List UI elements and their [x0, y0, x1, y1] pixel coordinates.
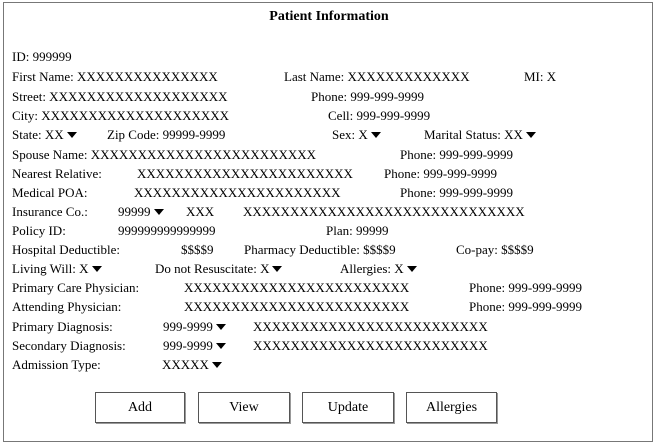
admission-type-value: XXXXX — [162, 357, 209, 372]
pharmacy-deductible-field[interactable]: Pharmacy Deductible: $$$$9 — [244, 242, 396, 257]
chevron-down-icon — [272, 266, 282, 272]
hospital-deductible-label: Hospital Deductible: — [12, 242, 120, 257]
nearest-relative-label: Nearest Relative: — [12, 166, 102, 181]
chevron-down-icon — [407, 266, 417, 272]
chevron-down-icon — [212, 362, 222, 368]
pcp-field[interactable]: XXXXXXXXXXXXXXXXXXXXXXXX — [184, 280, 410, 295]
secondary-diagnosis-description: XXXXXXXXXXXXXXXXXXXXXXXXX — [253, 338, 488, 353]
sex-dropdown[interactable] — [332, 127, 381, 142]
last-name-field[interactable]: Last Name: XXXXXXXXXXXXX — [284, 69, 470, 84]
living-will-value: Living Will: X — [12, 261, 89, 276]
marital-status-dropdown[interactable] — [424, 127, 536, 142]
secondary-diagnosis-dropdown[interactable] — [163, 338, 226, 353]
living-will-dropdown[interactable] — [12, 261, 102, 276]
marital-status-value: Marital Status: XX — [424, 127, 523, 142]
pcp-label: Primary Care Physician: — [12, 280, 140, 295]
insurance-label: Insurance Co.: — [12, 204, 88, 219]
dnr-dropdown[interactable] — [155, 261, 282, 276]
page-title: Patient Information — [269, 9, 389, 24]
secondary-diagnosis-code: 999-9999 — [163, 338, 213, 353]
cell-field[interactable]: Cell: 999-999-9999 — [328, 108, 431, 123]
primary-diagnosis-label: Primary Diagnosis: — [12, 319, 113, 334]
allergies-value: Allergies: X — [340, 261, 404, 276]
plan-field[interactable]: Plan: 99999 — [326, 223, 389, 238]
poa-phone-field[interactable]: Phone: 999-999-9999 — [400, 185, 514, 200]
add-button[interactable]: Add — [95, 392, 185, 423]
attending-physician-label: Attending Physician: — [12, 299, 122, 314]
allergies-dropdown[interactable] — [340, 261, 417, 276]
chevron-down-icon — [216, 324, 226, 330]
patient-id: ID: 999999 — [12, 49, 72, 64]
street-field[interactable]: Street: XXXXXXXXXXXXXXXXXXX — [12, 89, 228, 104]
chevron-down-icon — [67, 132, 77, 138]
update-button[interactable]: Update — [302, 392, 394, 423]
policy-id-label: Policy ID: — [12, 223, 66, 238]
copay-field[interactable]: Co-pay: $$$$9 — [456, 242, 534, 257]
insurance-abbr: XXX — [186, 204, 215, 219]
city-field[interactable]: City: XXXXXXXXXXXXXXXXXXXX — [12, 108, 230, 123]
middle-initial-field[interactable]: MI: X — [524, 69, 557, 84]
hospital-deductible-field[interactable]: $$$$9 — [181, 242, 214, 257]
admission-type-label: Admission Type: — [12, 357, 101, 372]
chevron-down-icon — [154, 209, 164, 215]
medical-poa-label: Medical POA: — [12, 185, 88, 200]
first-name-field[interactable]: First Name: XXXXXXXXXXXXXXX — [12, 69, 218, 84]
relative-phone-field[interactable]: Phone: 999-999-9999 — [384, 166, 498, 181]
zip-code-field[interactable]: Zip Code: 99999-9999 — [107, 127, 226, 142]
spouse-phone-field[interactable]: Phone: 999-999-9999 — [400, 147, 514, 162]
view-button[interactable]: View — [198, 392, 290, 423]
secondary-diagnosis-label: Secondary Diagnosis: — [12, 338, 126, 353]
primary-diagnosis-description: XXXXXXXXXXXXXXXXXXXXXXXXX — [253, 319, 488, 334]
chevron-down-icon — [371, 132, 381, 138]
insurance-name: XXXXXXXXXXXXXXXXXXXXXXXXXXXXXX — [243, 204, 525, 219]
state-value: State: XX — [12, 127, 64, 142]
pcp-phone-field[interactable]: Phone: 999-999-9999 — [469, 280, 583, 295]
sex-value: Sex: X — [332, 127, 368, 142]
attending-phone-field[interactable]: Phone: 999-999-9999 — [469, 299, 583, 314]
medical-poa-field[interactable]: XXXXXXXXXXXXXXXXXXXXXX — [134, 185, 341, 200]
insurance-code-value: 99999 — [118, 204, 151, 219]
primary-diagnosis-dropdown[interactable] — [163, 319, 226, 334]
chevron-down-icon — [526, 132, 536, 138]
allergies-button[interactable]: Allergies — [406, 392, 497, 423]
state-dropdown[interactable] — [12, 127, 77, 142]
chevron-down-icon — [216, 343, 226, 349]
attending-physician-field[interactable]: XXXXXXXXXXXXXXXXXXXXXXXX — [184, 299, 410, 314]
admission-type-dropdown[interactable] — [162, 357, 222, 372]
dnr-value: Do not Resuscitate: X — [155, 261, 270, 276]
phone-field[interactable]: Phone: 999-999-9999 — [311, 89, 425, 104]
nearest-relative-field[interactable]: XXXXXXXXXXXXXXXXXXXXXXX — [137, 166, 353, 181]
policy-id-field[interactable]: 999999999999999 — [118, 223, 216, 238]
spouse-name-field[interactable]: Spouse Name: XXXXXXXXXXXXXXXXXXXXXXXX — [12, 147, 317, 162]
chevron-down-icon — [92, 266, 102, 272]
primary-diagnosis-code: 999-9999 — [163, 319, 213, 334]
insurance-code-dropdown[interactable] — [118, 204, 164, 219]
form-frame — [3, 2, 653, 442]
